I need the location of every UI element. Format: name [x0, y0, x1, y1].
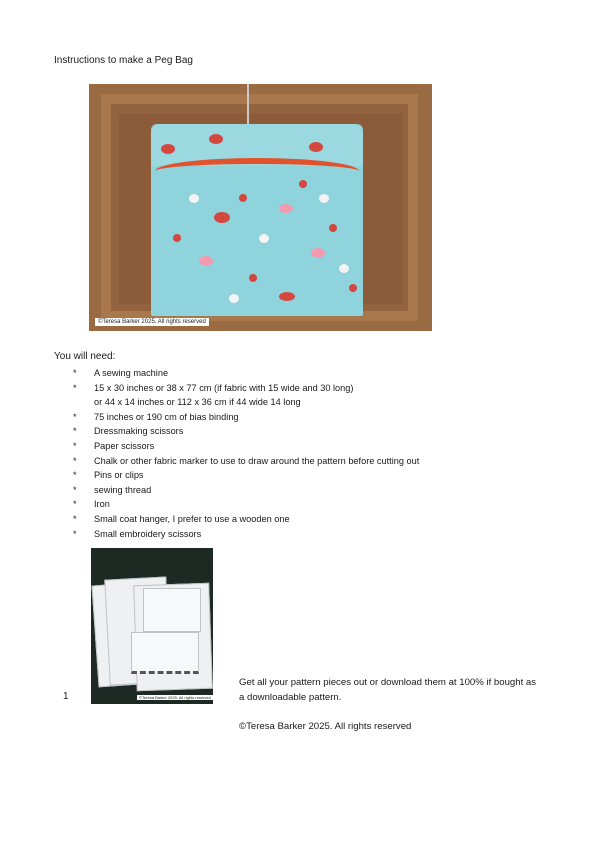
fabric-flower-motif — [299, 180, 307, 188]
bullet-marker: * — [73, 499, 77, 510]
document-title: Instructions to make a Peg Bag — [54, 55, 193, 66]
fabric-heart-motif — [189, 194, 199, 203]
list-item-text: Small coat hanger, I prefer to use a wooden one — [94, 513, 290, 524]
fabric-bird-motif — [279, 292, 295, 301]
fabric-bird-motif — [161, 144, 175, 154]
list-item-text: sewing thread — [94, 484, 152, 495]
pattern-piece — [143, 588, 201, 632]
fabric-bird-motif — [311, 248, 325, 258]
list-item-continuation — [68, 395, 419, 410]
pattern-piece — [131, 632, 199, 674]
bullet-marker: * — [73, 426, 77, 437]
peg-bag-photo — [89, 84, 432, 331]
list-item-text: Iron — [94, 499, 110, 510]
list-item — [68, 512, 419, 527]
bullet-marker: * — [73, 382, 77, 393]
list-item-text: Paper scissors — [94, 440, 155, 451]
fabric-heart-motif — [319, 194, 329, 203]
photo-watermark: ©Teresa Barker 2025. All rights reserved — [139, 695, 211, 700]
list-item — [68, 497, 419, 512]
fabric-bird-motif — [209, 134, 223, 144]
list-item-text: Small embroidery scissors — [94, 528, 202, 539]
pattern-caption: Get all your pattern pieces out or download them at 100% if bought as a downloadable pattern. — [239, 677, 537, 703]
list-item-text: or 44 x 14 inches or 112 x 36 cm if 44 wide 14 long — [94, 397, 301, 408]
fabric-flower-motif — [329, 224, 337, 232]
fabric-flower-motif — [173, 234, 181, 242]
fabric-bird-motif — [214, 212, 230, 223]
fabric-bird-motif — [199, 256, 213, 266]
page-number: 1 — [63, 691, 69, 702]
list-item — [68, 410, 419, 425]
copyright-notice: ©Teresa Barker 2025. All rights reserved — [239, 721, 412, 732]
fabric-heart-motif — [259, 234, 269, 243]
fabric-heart-motif — [339, 264, 349, 273]
list-item — [68, 366, 419, 381]
fabric-flower-motif — [249, 274, 257, 282]
list-item — [68, 424, 419, 439]
list-item — [68, 454, 419, 469]
bullet-marker: * — [73, 368, 77, 378]
fabric-heart-motif — [229, 294, 239, 303]
bullet-marker: * — [73, 411, 77, 422]
fabric-flower-motif — [239, 194, 247, 202]
list-item — [68, 468, 419, 483]
list-item — [68, 381, 419, 396]
list-item-text: 75 inches or 190 cm of bias binding — [94, 411, 239, 422]
bullet-marker: * — [73, 513, 77, 524]
list-item-text: Chalk or other fabric marker to use to draw around the pattern before cutting out — [94, 455, 420, 466]
photo-watermark: ©Teresa Barker 2025. All rights reserved — [95, 318, 209, 326]
bullet-marker: * — [73, 455, 77, 466]
bullet-marker: * — [73, 528, 77, 539]
bias-binding-opening — [155, 158, 359, 180]
list-item-text: 15 x 30 inches or 38 x 77 cm (if fabric with 15 wide and 30 long) — [94, 382, 354, 393]
fabric-bird-motif — [279, 204, 293, 213]
list-item-text: Dressmaking scissors — [94, 426, 184, 437]
list-item-text: A sewing machine — [94, 368, 169, 378]
pattern-pieces-photo — [91, 548, 213, 704]
fabric-flower-motif — [349, 284, 357, 292]
requirements-list — [68, 366, 419, 541]
bullet-marker: * — [73, 470, 77, 481]
list-item-text: Pins or clips — [94, 470, 144, 481]
list-item — [68, 483, 419, 498]
list-item — [68, 527, 419, 542]
fabric-bird-motif — [309, 142, 323, 152]
requirements-heading: You will need: — [54, 351, 116, 362]
bullet-marker: * — [73, 484, 77, 495]
hanger-hook — [247, 84, 255, 128]
bullet-marker: * — [73, 440, 77, 451]
list-item — [68, 439, 419, 454]
